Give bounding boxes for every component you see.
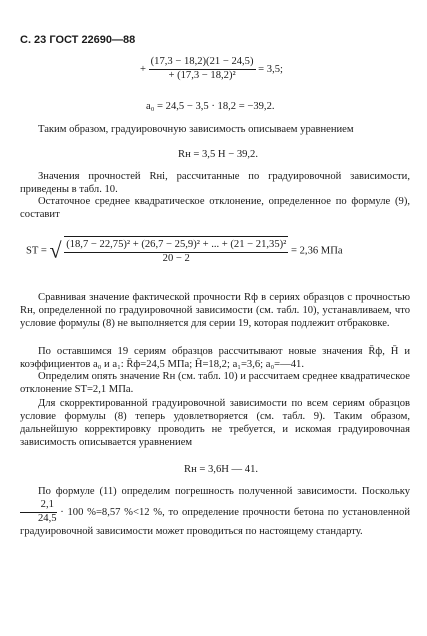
error-fraction-num: 2,1 <box>20 499 57 513</box>
paragraph-6: Определим опять значение Rн (см. табл. 10) и рассчитаем среднее квадратическое отклонение ST=2,1 МПа. <box>20 371 410 395</box>
paragraph-1: Таким образом, градуировочную зависимость описываем уравнением <box>38 124 354 135</box>
page-header: С. 23 ГОСТ 22690—88 <box>20 34 136 46</box>
eq4-denominator: 20 − 2 <box>162 252 190 264</box>
equation-intercept: a₀ = 24,5 − 3,5 · 18,2 = −39,2. <box>146 101 275 112</box>
eq1-denominator: + (17,3 − 18,2)² <box>168 69 236 81</box>
sqrt-sign: √ <box>49 237 62 263</box>
equation-final: Rн = 3,6H — 41. <box>184 464 259 475</box>
p8-part-a: По формуле (11) определим погрешность полученной зависимости. Поскольку <box>38 486 410 497</box>
eq1-result: = 3,5; <box>258 63 283 75</box>
paragraph-4: Сравнивая значение фактической прочности Rф в сериях образцов с прочностью Rн, определенной по градуировочной зависимости (см. табл. 10), устанавливаем, что условие формулы (8) не выполняется для серии 19, которая подлежит отбраковке. <box>20 292 410 329</box>
eq4-result: = 2,36 МПа <box>291 245 343 257</box>
eq4-numerator: (18,7 − 22,75)² + (26,7 − 25,9)² + ... + (21 − 21,35)² <box>64 239 288 253</box>
paragraph-5: По оставшимся 19 сериям образцов рассчитывают новые значения R̄ф, H̄ и коэффициентов a₀ и a₁: R̄ф=24,5 МПа; H̄=18,2; a₁=3,6; a₀=—41. <box>20 346 410 370</box>
eq1-numerator: (17,3 − 18,2)(21 − 24,5) <box>149 56 256 70</box>
equation-slope <box>140 56 283 83</box>
paragraph-2: Значения прочностей Rнi, рассчитанные по градуировочной зависимости, приведены в табл. 10. <box>20 171 410 195</box>
paragraph-3: Остаточное среднее квадратическое отклонение, определенное по формуле (9), составит <box>20 196 410 220</box>
equation-calibration: Rн = 3,5 H − 39,2. <box>178 149 259 160</box>
eq4-lhs: ST = <box>26 245 47 257</box>
equation-residual-deviation <box>26 236 343 266</box>
eq1-fraction <box>149 56 256 83</box>
paragraph-8 <box>20 486 410 539</box>
eq4-fraction <box>64 236 288 266</box>
error-fraction-den: 24,5 <box>38 512 57 524</box>
paragraph-7: Для скорректированной градуировочной зависимости по всем сериям образцов условие формулы (8) теперь удовлетворяется (см. табл. 9). Таким образом, дальнейшую корректировку проводить не требуется, и искомая градуировочная зависимость описывается уравнением <box>20 398 410 448</box>
eq1-plus: + <box>140 63 146 75</box>
p8-part-b: · 100 %=8,57 %<12 %, то определение прочности бетона по установленной градуировочной зависимости может проводиться по настоящему стандарту. <box>20 506 410 537</box>
error-fraction <box>20 499 57 526</box>
